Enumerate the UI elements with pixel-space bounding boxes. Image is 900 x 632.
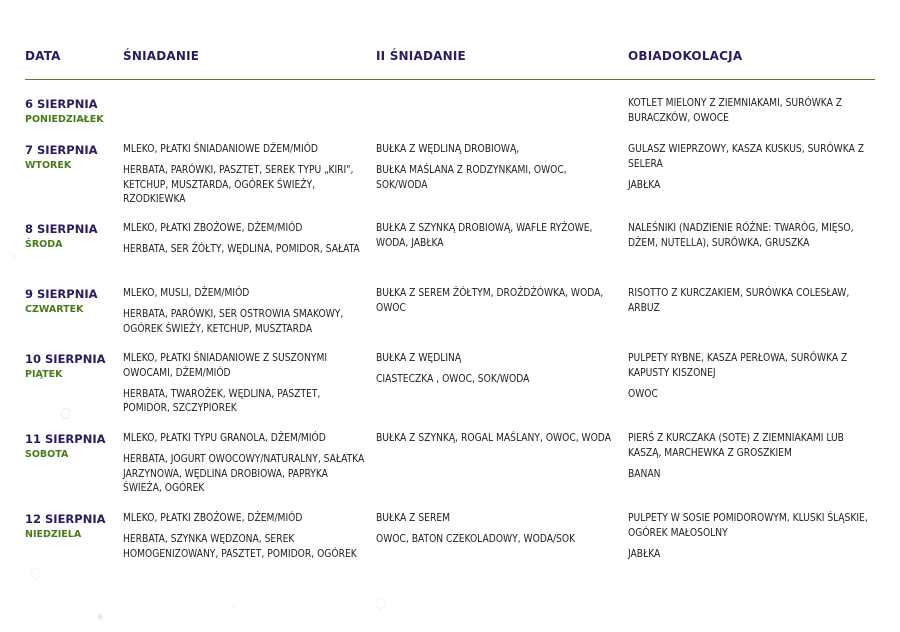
meal-item: KOTLET MIELONY Z ZIEMNIAKAMI, SURÓWKA Z BURACZKÓW, OWOCE — [628, 98, 843, 124]
meal-item: BUŁKA Z SEREM ŻÓŁTYM, DROŻDŻÓWKA, WODA, OWOC — [376, 288, 604, 314]
weekday-label: CZWARTEK — [25, 304, 84, 315]
meal-item: PIERŚ Z KURCZAKA (SOTE) Z ZIEMNIAKAMI LUB KASZĄ, MARCHEWKA Z GROSZKIEM — [628, 433, 844, 459]
second-breakfast-cell — [376, 432, 614, 453]
meal-item: GULASZ WIEPRZOWY, KASZA KUSKUS, SURÓWKA Z SELERA — [628, 144, 865, 170]
dinner-cell — [628, 512, 878, 568]
breakfast-cell — [123, 432, 368, 503]
meal-item: HERBATA, SZYNKA WĘDZONA, SEREK HOMOGENIZOWANY, PASZTET, POMIDOR, OGÓREK — [123, 533, 357, 560]
dinner-cell — [628, 352, 878, 408]
dinner-cell — [628, 432, 878, 488]
date-cell — [25, 432, 125, 462]
decoration: ◦ — [10, 250, 18, 266]
meal-item: BUŁKA Z WĘDLINĄ DROBIOWĄ, — [376, 144, 520, 155]
second-breakfast-cell — [376, 143, 614, 199]
date-label: 9 SIERPNIA — [25, 287, 98, 301]
breakfast-cell — [123, 143, 368, 214]
dinner-cell — [628, 97, 878, 133]
second-breakfast-cell — [376, 287, 614, 323]
meal-item: MLEKO, PŁATKI ŚNIADANIOWE DŻEM/MIÓD — [123, 144, 318, 155]
meal-item: BUŁKA Z SZYNKĄ, ROGAL MAŚLANY, OWOC, WODA — [376, 433, 611, 444]
date-label: 12 SIERPNIA — [25, 512, 106, 526]
meal-item: OWOC — [628, 388, 658, 400]
table-header — [25, 49, 875, 80]
date-cell — [25, 352, 125, 382]
date-cell — [25, 97, 125, 127]
meal-item: NALEŚNIKI (NADZIENIE RÓŻNE: TWARÓG, MIĘSO, DŻEM, NUTELLA), SURÓWKA, GRUSZKA — [628, 223, 854, 249]
weekday-label: SOBOTA — [25, 449, 69, 460]
meal-item: JABŁKA — [628, 548, 661, 560]
date-label: 11 SIERPNIA — [25, 432, 106, 446]
meal-item: OWOC, BATON CZEKOLADOWY, WODA/SOK — [376, 533, 576, 545]
date-label: 6 SIERPNIA — [25, 97, 98, 111]
decoration: ◦ — [230, 600, 238, 616]
meal-item: MLEKO, PŁATKI TYPU GRANOLA, DŻEM/MIÓD — [123, 433, 326, 444]
meal-item: RISOTTO Z KURCZAKIEM, SURÓWKA COLESŁAW, ARBUZ — [628, 288, 850, 314]
breakfast-cell — [123, 352, 368, 423]
header-date: DATA — [25, 49, 61, 63]
dinner-cell — [628, 287, 878, 323]
meal-item: PULPETY RYBNE, KASZA PERŁOWA, SURÓWKA Z KAPUSTY KISZONEJ — [628, 353, 848, 379]
meal-item: MLEKO, PŁATKI ŚNIADANIOWE Z SUSZONYMI OWOCAMI, DŻEM/MIÓD — [123, 353, 328, 379]
header-breakfast: ŚNIADANIE — [123, 49, 200, 63]
second-breakfast-cell — [376, 352, 614, 394]
meal-item: HERBATA, PARÓWKI, SER OSTROWIA SMAKOWY, OGÓREK ŚWIEŻY, KETCHUP, MUSZTARDA — [123, 308, 344, 335]
decoration: ◌ — [375, 595, 386, 611]
meal-item: JABŁKA — [628, 179, 661, 191]
second-breakfast-cell — [376, 512, 614, 554]
weekday-label: NIEDZIELA — [25, 529, 82, 540]
decoration: ◌ — [30, 565, 41, 581]
weekday-label: PONIEDZIAŁEK — [25, 114, 104, 125]
weekday-label: ŚRODA — [25, 239, 63, 250]
meal-item: PULPETY W SOSIE POMIDOROWYM, KLUSKI ŚLĄSKIE, OGÓREK MAŁOSOLNY — [628, 513, 868, 539]
meal-item: BANAN — [628, 468, 661, 480]
decoration: ○ — [60, 405, 71, 421]
weekday-label: PIĄTEK — [25, 369, 63, 380]
meal-item: HERBATA, PARÓWKI, PASZTET, SEREK TYPU „KIRI", KETCHUP, MUSZTARDA, OGÓREK ŚWIEŻY, RZODKIEWKA — [123, 164, 354, 206]
date-cell — [25, 512, 125, 542]
meal-item: MLEKO, PŁATKI ZBOŻOWE, DŻEM/MIÓD — [123, 223, 303, 234]
meal-item: HERBATA, JOGURT OWOCOWY/NATURALNY, SAŁATKA JARZYNOWA, WĘDLINA DROBIOWA, PAPRYKA ŚWIEŻA, OGÓREK — [123, 453, 365, 495]
header-second-breakfast: II ŚNIADANIE — [376, 49, 466, 63]
date-cell — [25, 143, 125, 173]
meal-item: MLEKO, MUSLI, DŻEM/MIÓD — [123, 288, 250, 299]
meal-item: HERBATA, TWAROŻEK, WĘDLINA, PASZTET, POMIDOR, SZCZYPIOREK — [123, 388, 321, 415]
dinner-cell — [628, 143, 878, 199]
breakfast-cell — [123, 287, 368, 343]
meal-item: MLEKO, PŁATKI ZBOŻOWE, DŻEM/MIÓD — [123, 513, 303, 524]
date-cell — [25, 287, 125, 317]
meal-item: BUŁKA Z SZYNKĄ DROBIOWĄ, WAFLE RYŻOWE, WODA, JABŁKA — [376, 223, 593, 249]
date-label: 8 SIERPNIA — [25, 222, 98, 236]
date-cell — [25, 222, 125, 252]
meal-item: BUŁKA MAŚLANA Z RODZYNKAMI, OWOC, SOK/WODA — [376, 164, 567, 191]
second-breakfast-cell — [376, 222, 614, 258]
meal-item: BUŁKA Z WĘDLINĄ — [376, 353, 462, 364]
decoration: ✦ — [95, 610, 106, 626]
date-label: 10 SIERPNIA — [25, 352, 106, 366]
header-dinner: OBIADOKOLACJA — [628, 49, 743, 63]
dinner-cell — [628, 222, 878, 258]
date-label: 7 SIERPNIA — [25, 143, 98, 157]
meal-item: BUŁKA Z SEREM — [376, 513, 451, 524]
meal-item: CIASTECZKA , OWOC, SOK/WODA — [376, 373, 530, 385]
weekday-label: WTOREK — [25, 160, 72, 171]
meal-item: HERBATA, SER ŻÓŁTY, WĘDLINA, POMIDOR, SAŁATA — [123, 243, 360, 255]
breakfast-cell — [123, 512, 368, 568]
breakfast-cell — [123, 222, 368, 264]
